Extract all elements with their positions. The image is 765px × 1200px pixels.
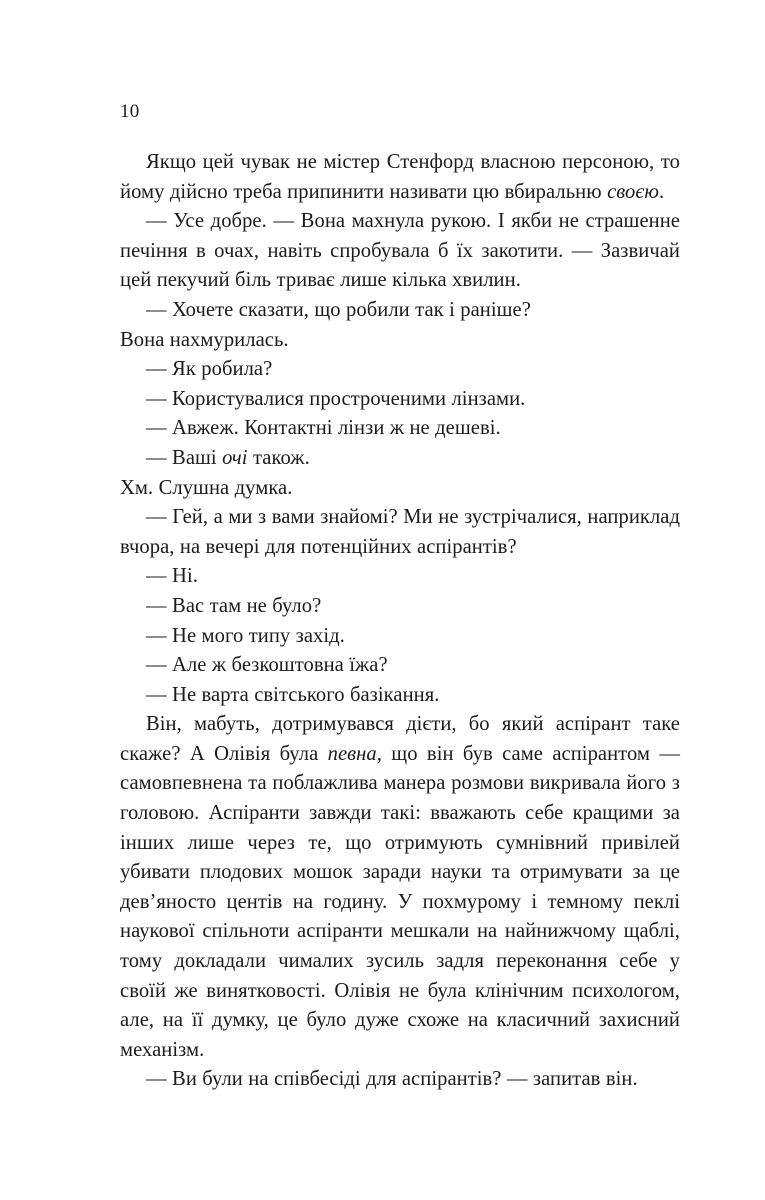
paragraph-text-tail: , що він був саме аспірантом — самовпевнена та поблажлива манера розмови викривала його з головою. Аспіранти завжди такі: вважають себе кращими за інших лише через те, що отримують сумнівний привілей убивати плодових мошок заради науки та отримувати за це дев’яносто центів на годину. У похмурому і темному пеклі наукової спільноти аспіранти мешкали на найнижчому щаблі, тому докладали чималих зусиль задля переконання себе у своїй же винятковості. Олівія не була клінічним психологом, але, на її думку, це було дуже схоже на класичний захисний механізм. bbox=[120, 742, 680, 1061]
narration-line: Хм. Слушна думка. bbox=[120, 476, 293, 499]
dialogue-line: — Не мого типу захід. bbox=[146, 624, 345, 647]
paragraph-text: Якщо цей чувак не містер Стенфорд власною персоною, то йому дійсно треба припинити називати цю вбиральню bbox=[120, 151, 680, 203]
paragraph bbox=[120, 148, 680, 207]
dialogue-line: — Як робила? bbox=[146, 358, 273, 381]
page-text-block bbox=[120, 148, 680, 1095]
paragraph-text: Він, мабуть, дотримувався дієти, бо який аспірант таке скаже? А Олівія була bbox=[120, 713, 680, 765]
dialogue-line: — Ви були на співбесіді для аспірантів? — запитав він. bbox=[146, 1068, 638, 1091]
paragraph-text-tail: . bbox=[658, 180, 665, 203]
paragraph: — Усе добре. — Вона махнула рукою. І якби не страшенне печіння в очах, навіть спробувала б їх закотити. — Зазвичай цей пекучий біль триває лише кілька хвилин. bbox=[120, 210, 680, 292]
dialogue-text: — Ваші bbox=[146, 446, 223, 469]
emphasis-text: своєю bbox=[607, 180, 659, 203]
emphasis-text: очі bbox=[222, 446, 248, 469]
dialogue-line: — Хочете сказати, що робили так і раніше? bbox=[146, 298, 531, 321]
dialogue-text-tail: також. bbox=[247, 446, 310, 469]
dialogue-line: — Вас там не було? bbox=[146, 594, 322, 617]
emphasis-text: певна bbox=[327, 742, 377, 765]
dialogue-line: — Ні. bbox=[146, 565, 198, 588]
dialogue-line: — Авжеж. Контактні лінзи ж не дешеві. bbox=[146, 417, 501, 440]
dialogue-line: — Гей, а ми з вами знайомі? Ми не зустрічалися, наприклад вчора, на вечері для потенційних аспірантів? bbox=[120, 506, 680, 558]
dialogue-line: — Користувалися простроченими лінзами. bbox=[146, 387, 526, 410]
dialogue-line: — Не варта світського базікання. bbox=[146, 683, 440, 706]
dialogue-line bbox=[120, 444, 680, 474]
narration-line: Вона нахмурилась. bbox=[120, 328, 289, 351]
dialogue-line: — Але ж безкоштовна їжа? bbox=[146, 654, 388, 677]
paragraph bbox=[120, 710, 680, 1065]
page-number: 10 bbox=[120, 101, 140, 122]
